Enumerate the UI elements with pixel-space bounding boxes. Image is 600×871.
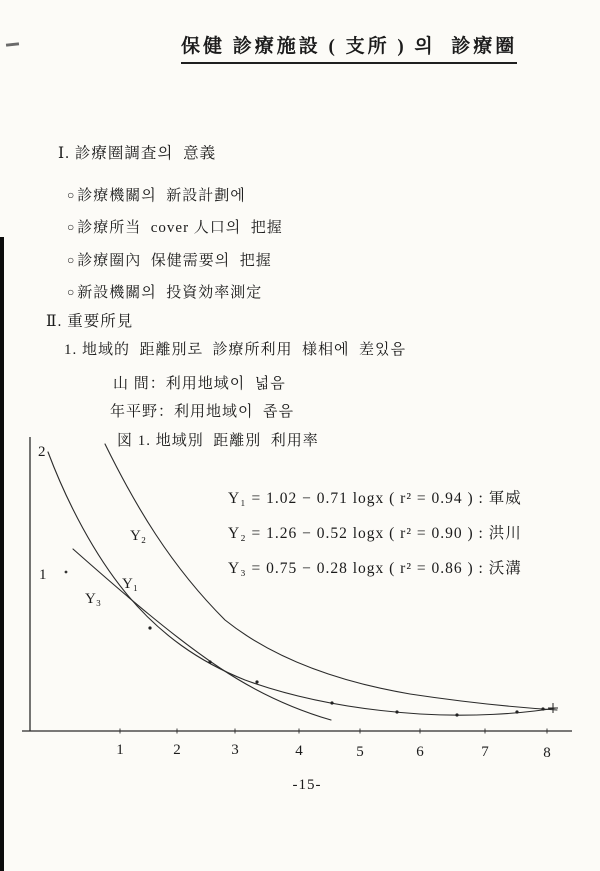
y-axis-label-1: 1 — [39, 567, 47, 583]
curve-label-y3: Y₃ — [85, 591, 102, 607]
bullet-icon: ○ — [67, 253, 76, 267]
x-tick-label: 6 — [416, 744, 424, 760]
figure-caption: 図 1. 地域別 距離別 利用率 — [117, 433, 319, 449]
x-tick-label: 2 — [173, 742, 181, 758]
section-2-title: 重要所見 — [67, 313, 134, 330]
bullet-icon: ○ — [67, 220, 76, 234]
x-tick-label: 4 — [295, 743, 303, 759]
y-axis-label-2: 2 — [38, 444, 46, 460]
equation-y1: Y₁ = 1.02 − 0.71 logx ( r² = 0.94 ) : 軍威 — [228, 490, 522, 507]
equation-y3: Y₃ = 0.75 − 0.28 logx ( r² = 0.86 ) : 沃溝 — [228, 560, 522, 577]
list-item — [67, 281, 262, 302]
section-1-number: Ⅰ. — [58, 145, 70, 162]
x-tick-label: 5 — [356, 744, 364, 760]
x-tick-label: 7 — [481, 744, 489, 760]
finding-item-1: 1. 地域的 距離別로 診療所利用 様相에 差있음 — [64, 342, 406, 358]
section-1-heading — [58, 141, 216, 163]
curve-label-y1: Y₁ — [122, 576, 139, 592]
bullet-icon: ○ — [67, 285, 76, 299]
page-number: -15- — [292, 777, 322, 793]
bullet-icon: ○ — [67, 188, 76, 202]
curve-end-plus-marker — [548, 703, 558, 713]
list-item — [67, 184, 246, 205]
section-2-heading — [46, 309, 133, 331]
section-2-number: Ⅱ. — [46, 313, 63, 330]
scan-mark — [6, 42, 19, 46]
x-axis-tick-labels — [116, 742, 551, 761]
x-tick-label: 8 — [543, 745, 551, 761]
scan-speck — [65, 571, 68, 574]
list-item-text: 診療所当 cover 人口의 把握 — [77, 220, 283, 236]
list-item-text: 新設機關의 投資効率測定 — [77, 285, 263, 301]
figure-1-chart — [0, 430, 600, 770]
list-item — [67, 249, 272, 270]
curve-y1-markers — [148, 626, 544, 716]
finding-sub-mountain: 山 間：利用地域이 넓음 — [113, 376, 286, 392]
list-item — [67, 216, 283, 237]
page-title: 保健 診療施設 ( 支所 ) 의 診療圈 — [181, 31, 517, 64]
section-1-title: 診療圈調査의 意義 — [74, 145, 217, 162]
x-tick-label: 3 — [231, 742, 239, 758]
finding-sub-plain: 年平野：利用地域이 좁음 — [110, 404, 294, 420]
equation-y2: Y₂ = 1.26 − 0.52 logx ( r² = 0.90 ) : 洪川 — [228, 525, 522, 542]
curve-label-y2: Y₂ — [130, 528, 147, 544]
x-tick-label: 1 — [116, 742, 124, 758]
curve-y2-hongcheon — [105, 444, 557, 710]
list-item-text: 診療機關의 新設計劃에 — [77, 188, 246, 204]
list-item-text: 診療圈內 保健需要의 把握 — [77, 253, 272, 269]
